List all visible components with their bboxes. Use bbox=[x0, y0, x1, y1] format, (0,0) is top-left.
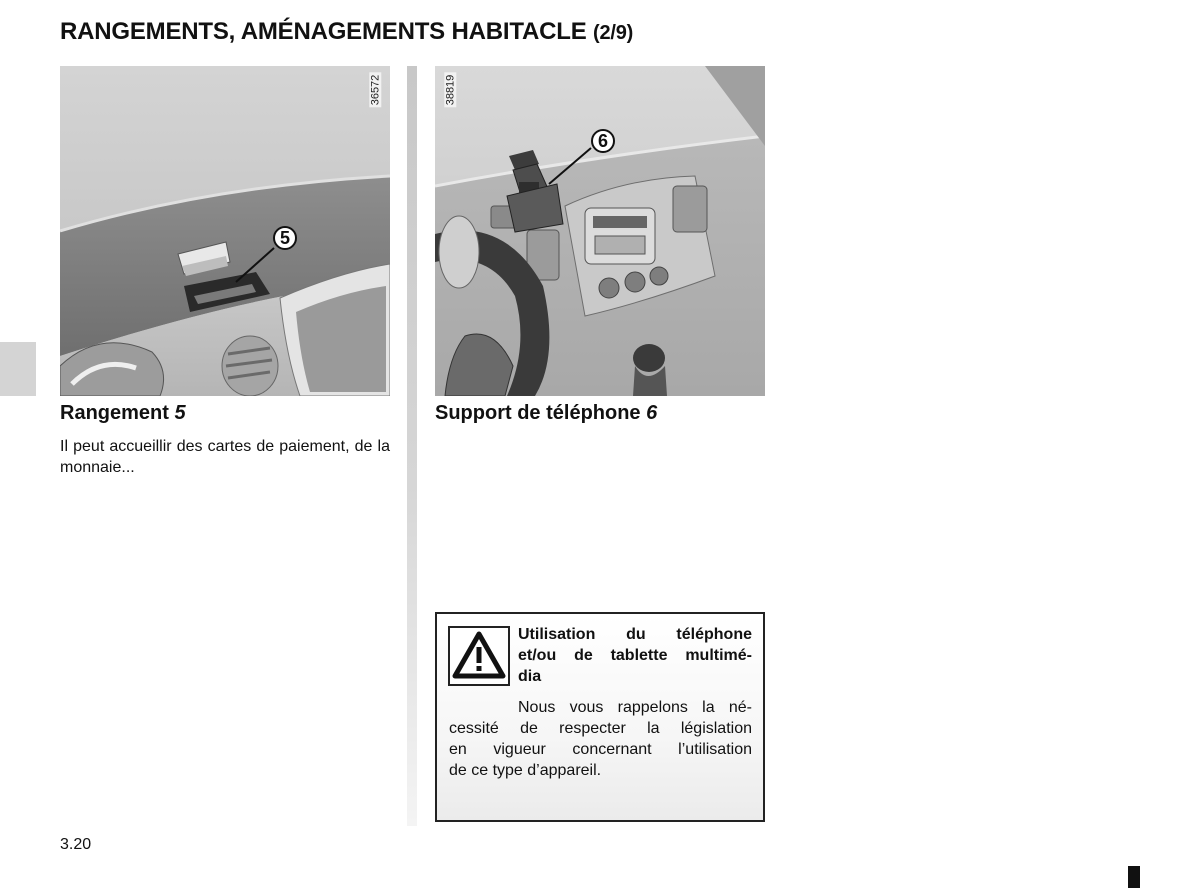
warning-body-line: Nous vous rappelons la né- bbox=[518, 699, 752, 716]
phone-holder-illustration bbox=[435, 66, 765, 396]
page-title-suffix: (2/9) bbox=[593, 22, 634, 44]
warning-body bbox=[449, 697, 752, 781]
warning-body-line: cessité de respecter la législation bbox=[449, 720, 752, 737]
section-heading-ref: 6 bbox=[646, 402, 658, 424]
warning-body-line: de ce type d’appareil. bbox=[449, 762, 602, 779]
warning-triangle-icon bbox=[448, 626, 510, 686]
warning-title bbox=[518, 624, 752, 687]
page-title bbox=[60, 18, 633, 46]
column-divider bbox=[407, 66, 417, 826]
page-edge-marker bbox=[1128, 866, 1140, 888]
warning-box bbox=[435, 612, 765, 822]
section-heading-phone-holder bbox=[435, 402, 657, 425]
warning-body-line: en vigueur concernant l’utilisation bbox=[449, 741, 752, 758]
storage-description: Il peut accueillir des cartes de paiement, de la monnaie... bbox=[60, 438, 390, 476]
dashboard-drawing bbox=[435, 66, 765, 396]
callout-5: 5 bbox=[273, 226, 297, 250]
page-title-text: RANGEMENTS, AMÉNAGEMENTS HABITACLE bbox=[60, 18, 587, 45]
storage-compartment-illustration bbox=[60, 66, 390, 396]
section-heading-storage bbox=[60, 402, 186, 425]
warning-triangle-icon bbox=[450, 628, 508, 684]
figure-reference-code: 36572 bbox=[369, 74, 382, 106]
section-heading-ref: 5 bbox=[174, 402, 186, 424]
page-number: 3.20 bbox=[60, 836, 92, 853]
callout-6: 6 bbox=[591, 129, 615, 153]
warning-title-line: Utilisation du téléphone bbox=[518, 626, 752, 643]
dashboard-drawing bbox=[60, 66, 390, 396]
chapter-tab bbox=[0, 342, 36, 396]
warning-title-line: et/ou de tablette multimé- bbox=[518, 647, 752, 664]
warning-title-line: dia bbox=[518, 668, 542, 685]
figure-reference-code: 38819 bbox=[444, 74, 457, 106]
section-heading-text: Support de téléphone bbox=[435, 402, 641, 424]
section-heading-text: Rangement bbox=[60, 402, 169, 424]
